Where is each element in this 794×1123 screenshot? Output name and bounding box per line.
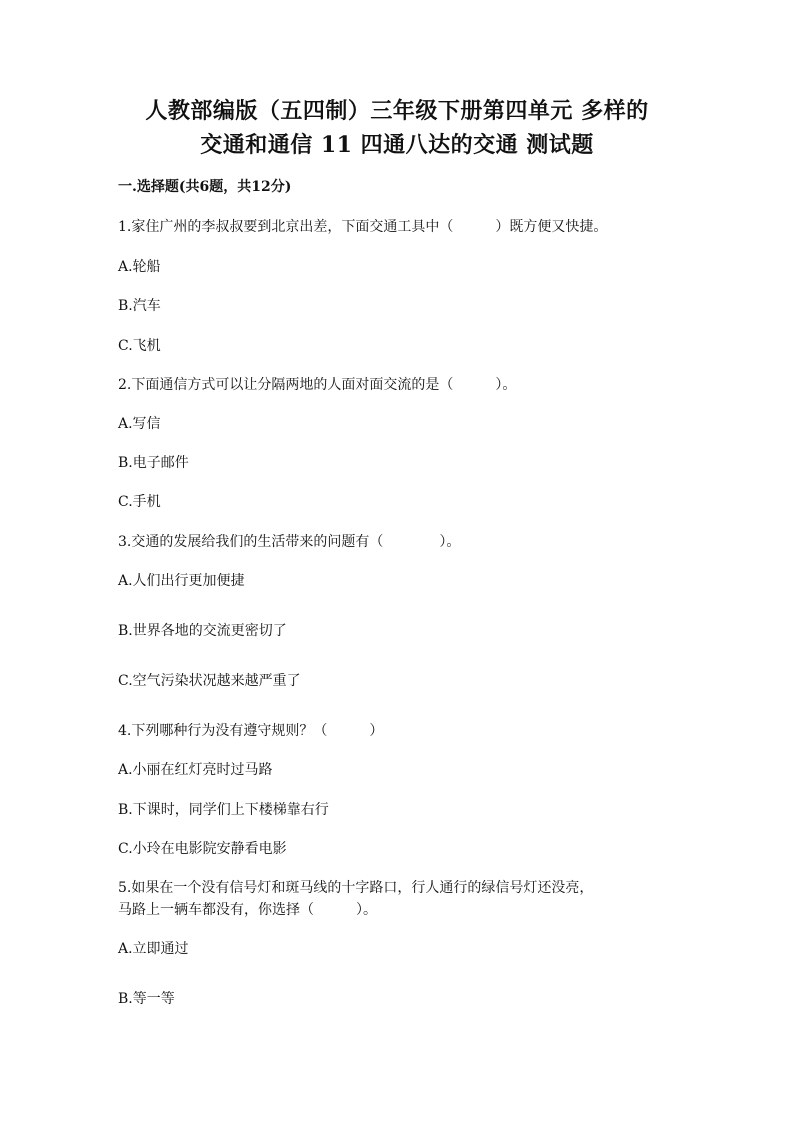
title-line-2: 交通和通信 11 四通八达的交通 测试题 — [200, 132, 594, 158]
title-line-1: 人教部编版（五四制）三年级下册第四单元 多样的 — [145, 98, 649, 124]
question-2-option-b: B.电子邮件 — [118, 455, 189, 471]
question-3-option-b: B.世界各地的交流更密切了 — [118, 623, 287, 639]
question-4-option-c: C.小玲在电影院安静看电影 — [118, 841, 287, 857]
question-3-option-a: A.人们出行更加便捷 — [118, 573, 245, 589]
question-1-option-a: A.轮船 — [118, 259, 161, 275]
question-4-stem: 4.下列哪种行为没有遵守规则？（ ） — [118, 723, 384, 739]
question-2-stem: 2.下面通信方式可以让分隔两地的人面对面交流的是（ ）。 — [118, 377, 517, 393]
question-5-stem-line-1: 5.如果在一个没有信号灯和斑马线的十字路口，行人通行的绿信号灯还没亮， — [118, 880, 594, 896]
question-3-option-c: C.空气污染状况越来越严重了 — [118, 673, 301, 689]
question-4-option-a: A.小丽在红灯亮时过马路 — [118, 762, 273, 778]
question-2-option-a: A.写信 — [118, 416, 161, 432]
question-3-stem: 3.交通的发展给我们的生活带来的问题有（ ）。 — [118, 534, 461, 550]
section-heading: 一.选择题(共6题，共12分) — [118, 179, 292, 195]
question-1-stem: 1.家住广州的李叔叔要到北京出差，下面交通工具中（ ）既方便又快捷。 — [118, 219, 608, 235]
question-1-option-c: C.飞机 — [118, 338, 161, 354]
question-5-stem-line-2: 马路上一辆车都没有，你选择（ ）。 — [118, 902, 377, 918]
question-5-option-b: B.等一等 — [118, 991, 175, 1007]
question-1-option-b: B.汽车 — [118, 298, 161, 314]
question-5-option-a: A.立即通过 — [118, 941, 189, 957]
question-2-option-c: C.手机 — [118, 494, 161, 510]
question-4-option-b: B.下课时，同学们上下楼梯靠右行 — [118, 802, 329, 818]
